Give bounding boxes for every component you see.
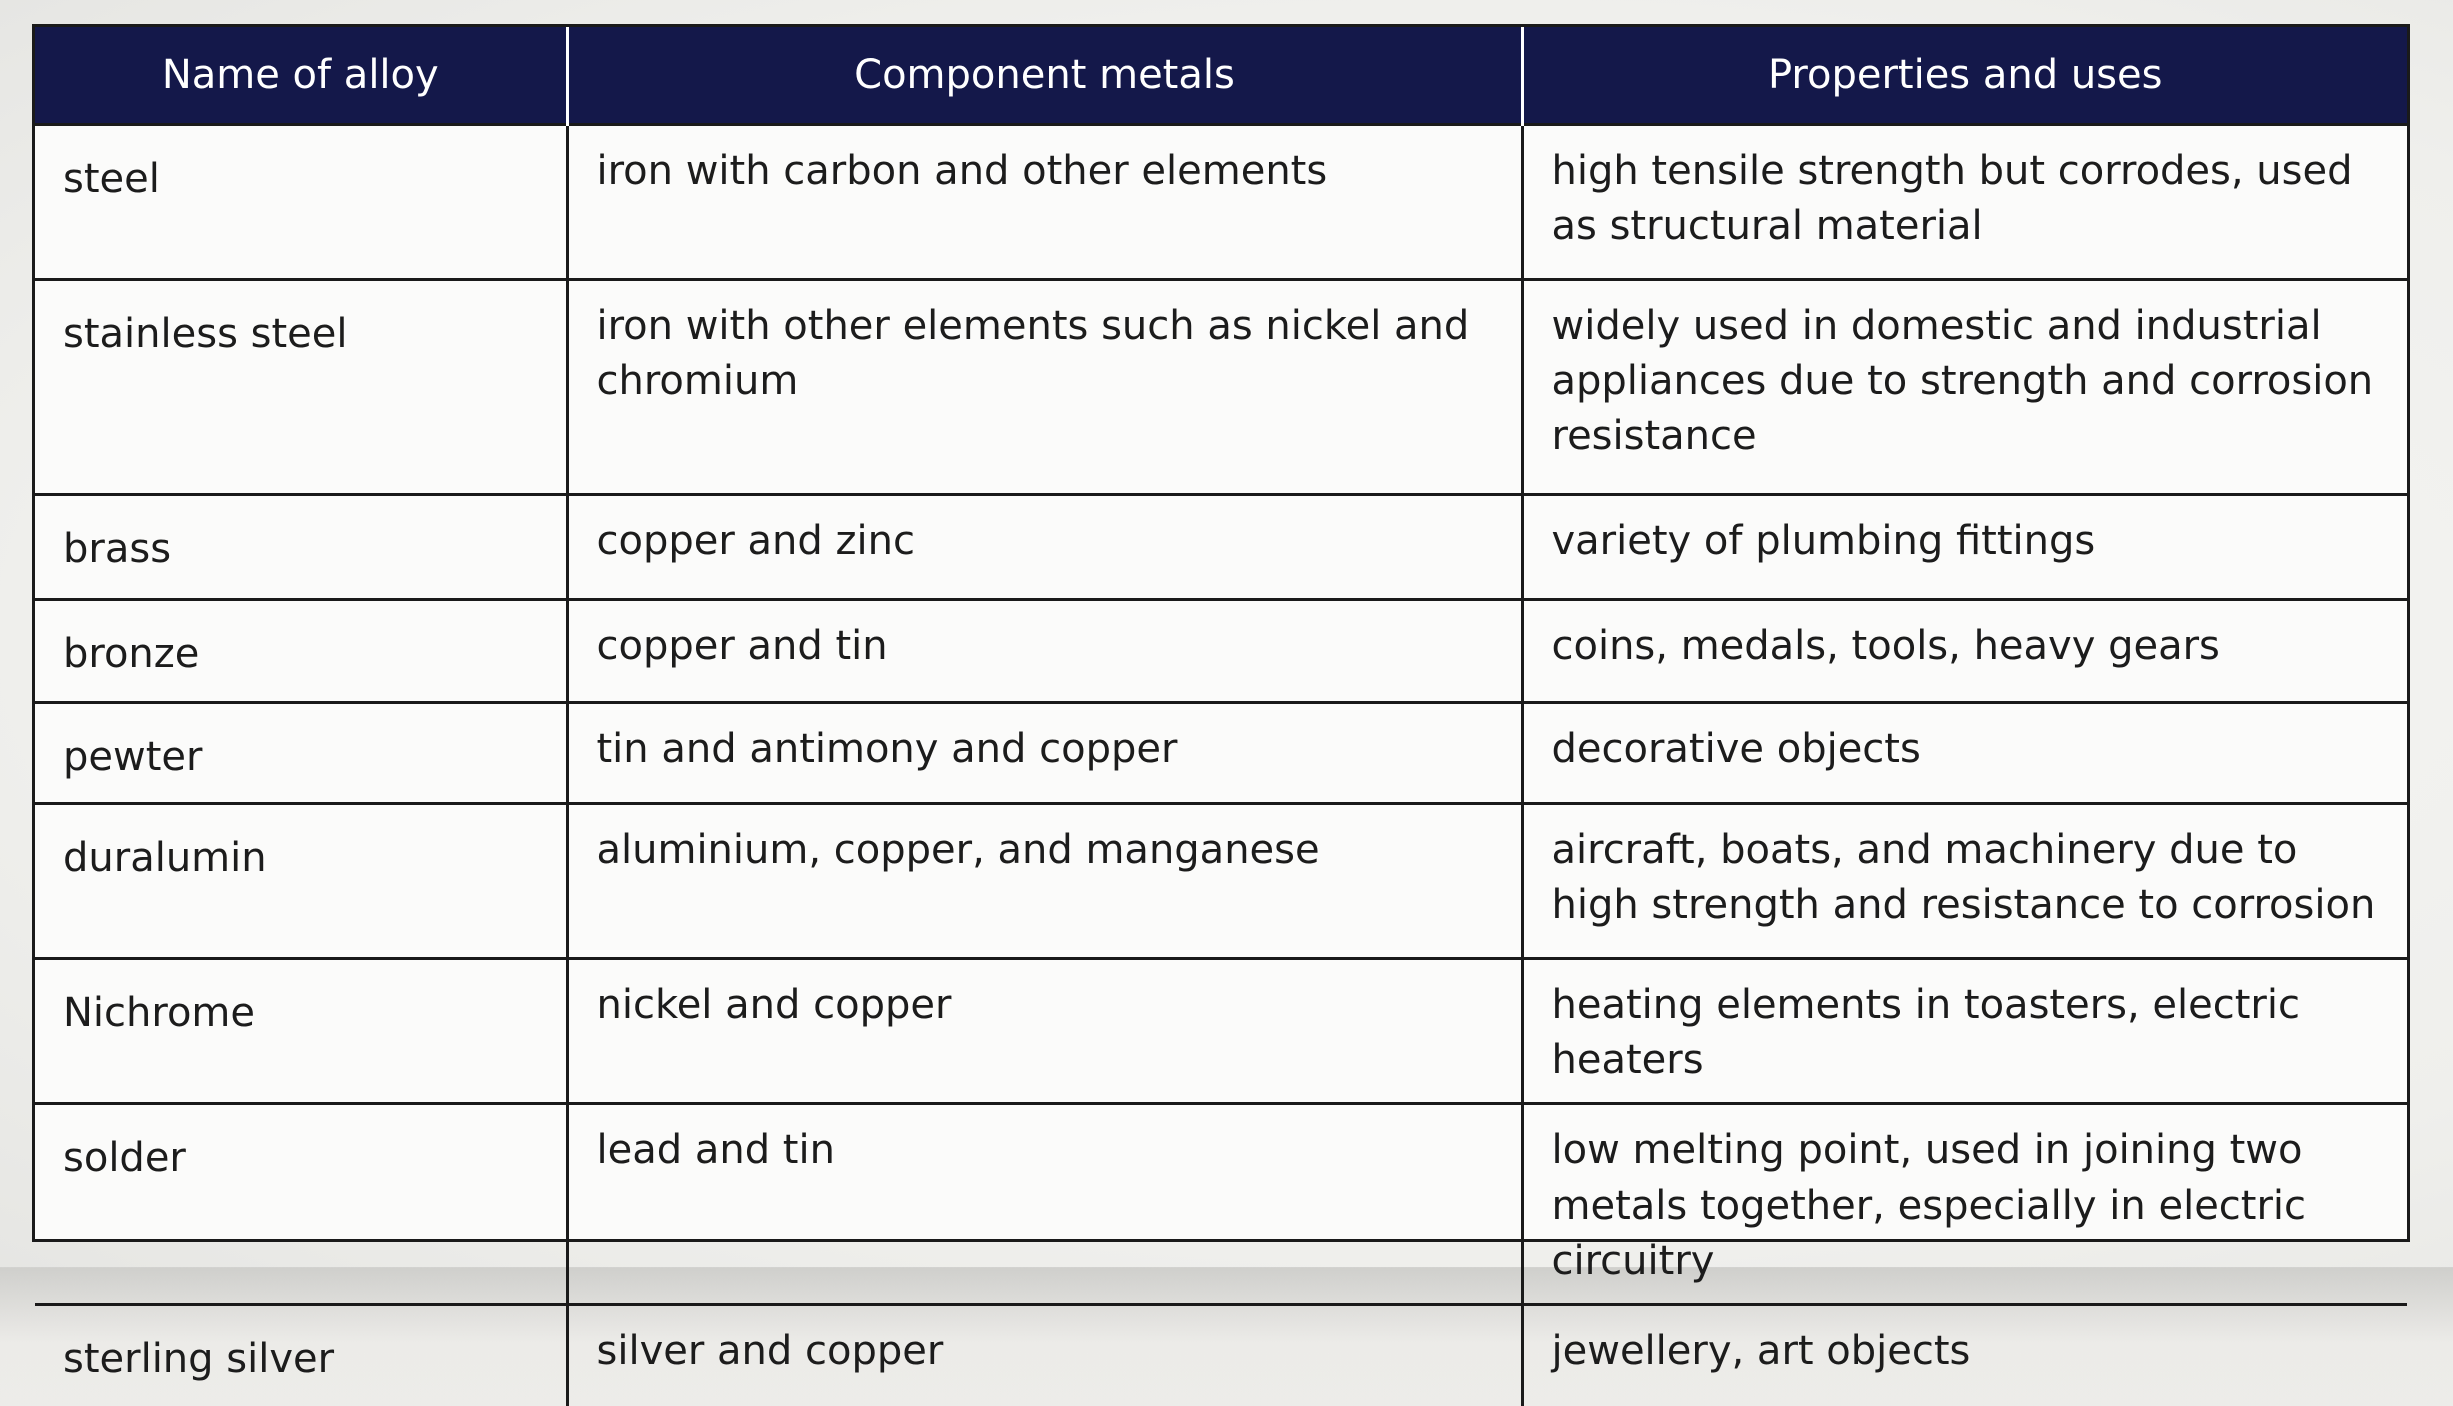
table-row <box>35 804 2407 959</box>
component-metals-cell: nickel and copper <box>567 959 1522 1104</box>
alloy-table-frame <box>32 24 2410 1382</box>
table-row <box>35 1304 2407 1406</box>
properties-uses-cell: variety of plumbing fittings <box>1522 495 2407 600</box>
header-name-of-alloy: Name of alloy <box>35 27 567 125</box>
properties-uses-cell: aircraft, boats, and machinery due to high strength and resistance to corrosion <box>1522 804 2407 959</box>
properties-uses-cell: decorative objects <box>1522 703 2407 804</box>
properties-uses-cell: widely used in domestic and industrial appliances due to strength and corrosion resistance <box>1522 280 2407 495</box>
alloy-name-cell: stainless steel <box>35 280 567 495</box>
properties-uses-cell: heating elements in toasters, electric heaters <box>1522 959 2407 1104</box>
properties-uses-cell: coins, medals, tools, heavy gears <box>1522 600 2407 703</box>
alloy-name-cell: solder <box>35 1104 567 1305</box>
component-metals-cell: copper and zinc <box>567 495 1522 600</box>
properties-uses-cell: low melting point, used in joining two metals together, especially in electric circuitry <box>1522 1104 2407 1305</box>
alloy-name-cell: duralumin <box>35 804 567 959</box>
header-properties-and-uses: Properties and uses <box>1522 27 2407 125</box>
alloy-table <box>35 27 2407 1406</box>
table-header <box>35 27 2407 125</box>
header-row <box>35 27 2407 125</box>
alloy-name-cell: bronze <box>35 600 567 703</box>
table-row <box>35 959 2407 1104</box>
component-metals-cell: aluminium, copper, and manganese <box>567 804 1522 959</box>
alloy-name-cell: steel <box>35 125 567 280</box>
component-metals-cell: lead and tin <box>567 1104 1522 1305</box>
component-metals-cell: tin and antimony and copper <box>567 703 1522 804</box>
alloy-name-cell: sterling silver <box>35 1304 567 1406</box>
component-metals-cell: iron with carbon and other elements <box>567 125 1522 280</box>
table-row <box>35 1104 2407 1305</box>
component-metals-cell: copper and tin <box>567 600 1522 703</box>
table-row <box>35 600 2407 703</box>
table-body <box>35 125 2407 1406</box>
alloy-name-cell: brass <box>35 495 567 600</box>
component-metals-cell: iron with other elements such as nickel and chromium <box>567 280 1522 495</box>
header-component-metals: Component metals <box>567 27 1522 125</box>
properties-uses-cell: jewellery, art objects <box>1522 1304 2407 1406</box>
table-row <box>35 280 2407 495</box>
alloy-name-cell: pewter <box>35 703 567 804</box>
properties-uses-cell: high tensile strength but corrodes, used as structural material <box>1522 125 2407 280</box>
alloy-name-cell: Nichrome <box>35 959 567 1104</box>
table-row <box>35 495 2407 600</box>
table-row <box>35 125 2407 280</box>
component-metals-cell: silver and copper <box>567 1304 1522 1406</box>
table-row <box>35 703 2407 804</box>
